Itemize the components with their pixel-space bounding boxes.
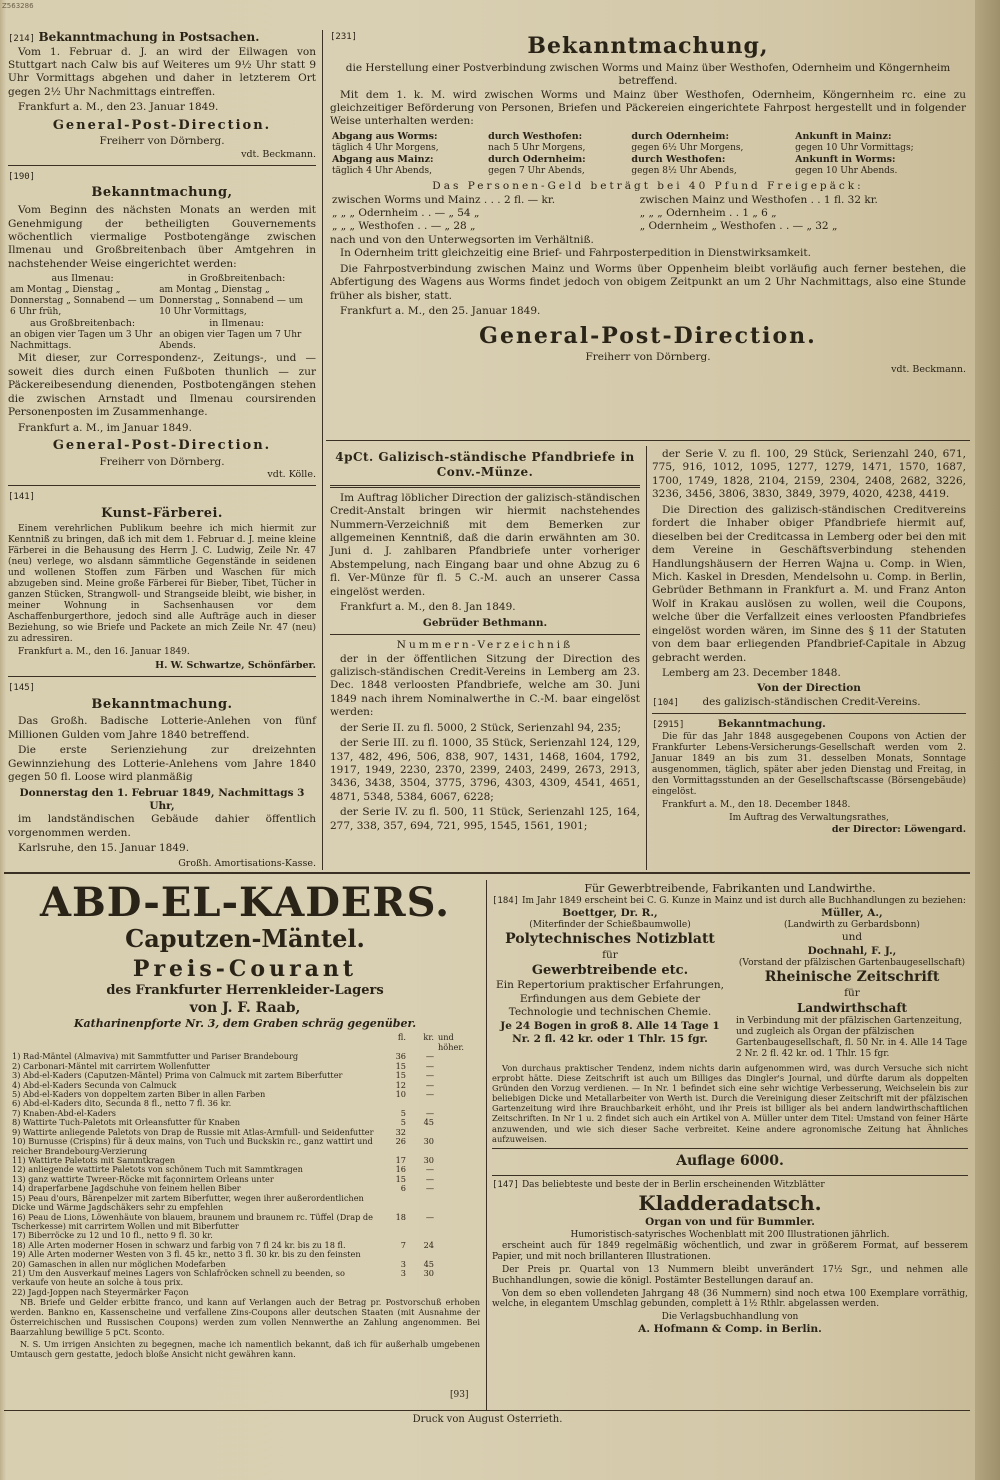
col-header: fl. <box>397 1032 406 1043</box>
item-text: 17) Biberröcke zu 12 und 10 fl., netto 9 fl. 30 kr. <box>12 1230 213 1241</box>
price-fl: 6 <box>400 1183 406 1194</box>
spacer <box>436 1156 480 1165</box>
spacer <box>436 1128 480 1137</box>
cell: durch Odernheim: <box>488 153 586 165</box>
spacer <box>436 1250 480 1259</box>
author: Boettger, Dr. R., <box>562 907 658 920</box>
printer-line: Druck von August Osterrieth. <box>412 1414 563 1425</box>
notice-title: Bekanntmachung, <box>527 32 769 59</box>
ad-intro: Das beliebteste und beste der in Berlin erscheinenden Witzblätter <box>521 1179 825 1190</box>
notice-vdt: vdt. Beckmann. <box>241 148 316 160</box>
notice-body: Vom Beginn des nächsten Monats an werden mit Genehmigung der betheiligten Gouvernements wöchentlich viermalige Postbotengänge zwischen Ilmenau und Großbreitenbach über Amtgehren in nachstehender Weise eingerichtet werden: <box>8 204 316 270</box>
cell: täglich 4 Uhr Abends, <box>332 166 432 177</box>
cell: täglich 4 Uhr Morgens, <box>332 143 439 154</box>
spacer <box>436 1062 480 1071</box>
pfand-signature: des galizisch-ständischen Credit-Vereins. <box>702 695 921 708</box>
spacer <box>436 1194 480 1213</box>
notice-title: Bekanntmachung, <box>91 185 233 201</box>
notice-vdt: vdt. Beckmann. <box>891 364 966 376</box>
notice-signer: Freiherr von Dörnberg. <box>585 350 711 363</box>
cell: durch Odernheim: <box>631 130 729 142</box>
item-text: 4) Abd-el-Kaders Secunda von Calmuck <box>12 1079 177 1090</box>
notice-title: Bekanntmachung. <box>91 696 233 712</box>
ad-ns: N. S. Um irrigen Ansichten zu begegnen, mache ich namentlich bekannt, daß ich für außerhalb umgebenen Umtausch gern gestatte, jedoch bloße Ansicht nicht gewähren kann. <box>10 1339 480 1360</box>
spacer <box>436 1260 480 1269</box>
fuer: für <box>844 987 860 1000</box>
author-note: (Miterfinder der Schießbaumwolle) <box>529 920 691 931</box>
ref-number: [141] <box>8 492 36 503</box>
notice-2915 <box>652 718 966 835</box>
price-fl: 5 <box>400 1107 406 1118</box>
price-kr: 24 <box>423 1239 434 1250</box>
item-text: 2) Carbonari-Mäntel mit carrirtem Wollenfutter <box>12 1060 210 1071</box>
item-text: 11) Wattirte Paletots mit Sammtkragen <box>12 1154 176 1165</box>
spacer <box>436 1213 480 1232</box>
cell: gegen 8½ Uhr Abends, <box>631 166 737 177</box>
spacer <box>436 1071 480 1080</box>
edition-banner: Auflage 6000. <box>676 1152 784 1169</box>
ref-number: [104] <box>652 697 680 708</box>
notice-231 <box>330 30 966 376</box>
schedule-row <box>330 131 966 143</box>
fare: zwischen Worms und Mainz . . . 2 fl. — kr. <box>332 193 556 206</box>
item-text: 22) Jagd-Joppen nach Steyermärker Façon <box>12 1286 189 1297</box>
notice-title: Bekanntmachung. <box>717 718 826 731</box>
item-text: 18) Alle Arten moderner Hosen in schwarz und farbig von 7 fl 24 kr. bis zu 18 fl. <box>12 1239 346 1250</box>
price-kr: 45 <box>423 1258 434 1269</box>
pfand-body: Im Auftrag löblicher Direction der galizisch-ständischen Credit-Anstalt bringen wir hiermit nachstehendes Nummern-Verzeichniß mit dem Bemerken zur allgemeinen Kenntniß, daß die darin erwähnten am 30. Juni d. J. zahlbaren Pfandbriefe unter vorheriger Abstempelung, nach Eingang baar und ohne Abzug zu 6 fl. Ver-Münze für fl. 5 C.-M. auch an unserer Cassa eingelöst werden. <box>330 491 640 598</box>
zeitschrift-col <box>736 907 968 1060</box>
kladderadatsch-sub: Organ von und für Bummler. <box>645 1216 815 1229</box>
fare-tail: nach und von den Unterwegsorten im Verhältniß. <box>330 233 594 246</box>
item-text: 15) Peau d'ours, Bärenpelzer mit zartem Biberfutter, wegen ihrer außerordentlichen Dicke und Wärme Jagdschäkers sehr zu empfehlen <box>12 1192 364 1213</box>
pfand-right <box>652 448 966 836</box>
author: Müller, A., <box>821 907 883 920</box>
price-fl <box>380 1288 408 1297</box>
cell: durch Westhofen: <box>631 153 726 165</box>
notice-body: In Odernheim tritt gleichzeitig eine Brief- und Fahrposterpedition in Dienstwirksamkeit. <box>340 247 811 260</box>
notice-signature: General-Post-Direction. <box>479 323 817 350</box>
ref-number: [214] <box>8 34 36 44</box>
notice-place: Frankfurt a. M., den 18. December 1848. <box>662 799 851 810</box>
price-fl: 3 <box>400 1258 406 1269</box>
notice-141 <box>8 490 316 672</box>
price-table <box>10 1033 480 1297</box>
price-row <box>10 1213 480 1232</box>
list-intro: der in der öffentlichen Sitzung der Direction des galizisch-ständischen Credit-Vereins in Lemberg am 23. Dec. 1848 verloosten Pfandbriefe, welche am 30. Juni 1849 nach ihrem Nominalwerthe in C.-M. baar eingelöst werden: <box>330 652 640 719</box>
spacer <box>436 1241 480 1250</box>
fuer: für <box>602 949 618 962</box>
ad-body: Von durchaus praktischer Tendenz, indem nichts darin aufgenommen wird, was durch Versuche sich nicht erprobt hätte. Diese Zeitschrift ist auch um Billiges das Dingler's Journal, und dürfte darum als doppelten Gründen den Vorzug verdienen. — In Nr. 1 befindet sich eine sehr wichtige Verbesserung, Weichselein bis zur beliebigen Dicke und Metallarbeiter von Werth ist. Durch die Vereinigung dieser Zeitschrift mit der pfälzischen Gartenzeitung wird ihre Brauchbarkeit erhöht, und ihr Preis ist billiger als bei andern landwirthschaftlichen Zeitschriften. In Nr 1 u. 2 findet sich auch ein Artikel von A. Müller unter dem Titel: Umstand von feiner Härte anzuwenden, und wie sich dieser Sache verbreitet. Keine andere agronomische Zeitung hat Ähnliches aufzuweisen. <box>492 1062 968 1144</box>
time: an obigen vier Tagen um 3 Uhr Nachmittags. <box>10 330 153 352</box>
cell: gegen 7 Uhr Abends, <box>488 166 585 177</box>
cell: nach 5 Uhr Morgens, <box>488 143 586 154</box>
header: in Ilmenau: <box>209 318 264 330</box>
price-fl: 16 <box>395 1164 406 1175</box>
notice-signature: Großh. Amortisations-Kasse. <box>178 857 316 869</box>
time: an obigen vier Tagen um 7 Uhr Abends. <box>159 330 302 352</box>
kladderadatsch-sub2: Humoristisch-satyrisches Wochenblatt mit 200 Illustrationen jährlich. <box>570 1229 890 1240</box>
ad-headline: Für Gewerbtreibende, Fabrikanten und Landwirthe. <box>584 882 876 895</box>
price-kr: — <box>425 1060 434 1071</box>
col-header: kr. <box>423 1032 434 1043</box>
publication-subtitle: Landwirthschaft <box>796 1000 908 1015</box>
cell: Ankunft in Mainz: <box>795 130 892 142</box>
spacer <box>436 1269 480 1288</box>
spacer <box>436 1137 480 1156</box>
item-text: 13) ganz wattirte Twreer-Röcke mit façonnirtem Orleans unter <box>12 1173 274 1184</box>
notice-signer: der Director: Löwengard. <box>831 823 966 835</box>
ad-nb: NB. Briefe und Gelder erbitte franco, und kann auf Verlangen auch der Betrag pr. Postvorschuß erhoben werden. Bankno en, Kassenscheine und verfallene Zins-Coupons aller deutschen Staaten (mit Ausnahme der Österreichischen und Russischen Coupons) werden zum vollen Nennwerthe an Zahlung angenommen. Bei Baarzahlung bewillige 5 pCt. Sconto. <box>10 1297 480 1338</box>
price-kr: — <box>425 1211 434 1222</box>
notizblatt-col <box>492 907 728 1060</box>
header: aus Großbreitenbach: <box>30 318 136 330</box>
notice-place: Karlsruhe, den 15. Januar 1849. <box>18 842 190 855</box>
notice-body: Die für das Jahr 1848 ausgegebenen Coupons von Actien der Frankfurter Lebens-Versicherungs-Gesellschaft werden vom 2. Januar 1849 an bis zum 31. desselben Monats, Sonntage ausgenommen, täglich, später aber jeden Dienstag und Freitag, in den Vormittagsstunden an der Gesellschaftscasse (Börsengebäude) eingelöst. <box>652 731 966 797</box>
cell: gegen 10 Uhr Vormittags; <box>795 143 914 154</box>
fare: „ Odernheim „ Westhofen . . — „ 32 „ <box>639 220 838 233</box>
item-text: 5) Abd-el-Kaders von doppeltem zarten Biber in allen Farben <box>12 1089 266 1100</box>
item-text: 3) Abd-el-Kaders (Caputzen-Mäntel) Prima von Calmuck mit zartem Biberfutter <box>12 1070 343 1081</box>
ad-body: erscheint auch für 1849 regelmäßig wöchentlich, und zwar in größerem Format, auf besserem Papier, und mit noch brillanteren Illustrationen. <box>492 1240 968 1262</box>
ref-number: [2915] <box>652 720 685 731</box>
item-text: 7) Knaben-Abd-el-Kaders <box>12 1107 116 1118</box>
drawing-date: Donnerstag den 1. Februar 1849, Nachmittags 3 Uhr, <box>19 786 305 812</box>
ad-subtitle: Caputzen-Mäntel. <box>125 924 365 953</box>
time: um 6 Uhr früh, <box>10 296 154 318</box>
spacer <box>436 1288 480 1297</box>
pfand-signature: Gebrüder Bethmann. <box>422 616 548 629</box>
series-5: der Serie V. zu fl. 100, 29 Stück, Serienzahl 240, 671, 775, 916, 1012, 1095, 1277, 1279, 1471, 1570, 1687, 1700, 1749, 1828, 2104, 2159, 2304, 2408, 2682, 3226, 3236, 3456, 3806, 3830, 3849, 3979, 4020, 4238, 4419. <box>652 448 966 501</box>
column-rule-1 <box>322 30 323 870</box>
price-kr: 30 <box>423 1136 434 1147</box>
notice-signature: H. W. Schwartze, Schönfärber. <box>155 660 316 672</box>
price-fl: 15 <box>395 1173 406 1184</box>
adjacent-page-edge <box>975 0 1000 1480</box>
series-2: der Serie II. zu fl. 5000, 2 Stück, Serienzahl 94, 235; <box>340 721 622 734</box>
notice-signature: Im Auftrag des Verwaltungsrathes, <box>729 812 889 823</box>
cell: Ankunft in Worms: <box>795 153 896 165</box>
price-kr <box>408 1288 436 1297</box>
ref-number: [147] <box>492 1179 520 1190</box>
price-list-title: Preis-Courant <box>132 955 358 982</box>
pfand-top-rule <box>326 440 970 441</box>
notice-subtitle: die Herstellung einer Postverbindung zwischen Worms und Mainz über Westhofen, Odernheim und Köngernheim betreffend. <box>345 61 951 88</box>
price-fl: 26 <box>395 1136 406 1147</box>
item-text: 8) Wattirte Tuch-Paletots mit Orleansfutter für Knaben <box>12 1117 241 1128</box>
pfand-body: Die Direction des galizisch-ständischen Creditvereins fordert die Inhaber obiger Pfandbriefe hiermit auf, dieselben bei der Creditcassa in Lemberg oder bei den mit dem Vereine in Geschäftsverbindung stehenden Handlungshäusern der Herren Wajna u. Comp. in Wien, Mich. Kaskel in Dresden, Mendelsohn u. Comp. in Berlin, Gebrüder Bethmann in Frankfurt a. M. und Franz Anton Wolf in Krakau auslösen zu wollen, weil die Coupons, welche über die Verfallzeit eines verloosten Pfandbriefes eingelöst worden wären, im Sinne des § 11 der Statuten von dem baar erliegenden Pfandbrief-Capitale in Abzug gebracht werden. <box>652 503 966 664</box>
spacer <box>436 1099 480 1108</box>
store-name: des Frankfurter Herrenkleider-Lagers <box>106 982 384 998</box>
notice-145 <box>8 681 316 870</box>
pfand-place: Lemberg am 23. December 1848. <box>662 667 841 679</box>
spacer <box>436 1175 480 1184</box>
price-fl: 15 <box>395 1060 406 1071</box>
publication-title: Rheinische Zeitschrift <box>764 969 940 986</box>
corner-archive-id: Z563286 <box>2 2 34 10</box>
section-rule <box>4 872 970 874</box>
notice-body: Das Großh. Badische Lotterie-Anlehen von fünf Millionen Gulden vom Jahre 1840 betreffend. <box>8 715 316 741</box>
ad-title: ABD-EL-KADERS. <box>39 879 451 926</box>
price-row <box>10 1288 480 1297</box>
item-text: 1) Rad-Mäntel (Almaviva) mit Sammtfutter und Pariser Brandebourg <box>12 1051 299 1062</box>
price-kr: — <box>425 1164 434 1175</box>
ad-signature: Die Verlagsbuchhandlung von <box>661 1312 799 1323</box>
schedule-table: aus Ilmenau: in Großbreitenbach: am Montag „ Dienstag „ Donnerstag „ Sonnabend — um 6 Uhr früh, am Montag „ Dienstag „ Donnerstag „ Sonnabend — um 10 Uhr Vormittags, aus Großbreitenbach: in Ilmenau: an obigen vier Tagen um 3 Uhr Nachmittags. an obigen vier Tagen um 7 Uhr Abends. <box>8 273 316 352</box>
price-kr: — <box>425 1107 434 1118</box>
schedule-table <box>330 131 966 177</box>
price-fl: 12 <box>395 1079 406 1090</box>
spacer <box>436 1118 480 1127</box>
price-row <box>10 1269 480 1288</box>
pfand-title: 4pCt. Galizisch-ständische Pfandbriefe in Conv.-Münze. <box>335 450 635 480</box>
publication-price: Je 24 Bogen in groß 8. Alle 14 Tage 1 Nr. 2 fl. 42 kr. oder 1 Thlr. 15 fgr. <box>500 1019 720 1046</box>
und: und <box>841 931 863 944</box>
notice-signature: General-Post-Direction. <box>52 117 272 133</box>
ad-body: Der Preis pr. Quartal von 13 Nummern bleibt unverändert 17½ Sgr., und nehmen alle Buchhandlungen, sowie die königl. Postämter Bestellungen darauf an. <box>492 1264 968 1286</box>
price-kr: — <box>425 1173 434 1184</box>
notice-place: Frankfurt a. M., den 25. Januar 1849. <box>340 305 541 318</box>
author-note: (Landwirth zu Gerbardsbonn) <box>784 920 920 931</box>
pfand-signature: Von der Direction <box>757 682 861 695</box>
item-text: 21) Um den Ausverkauf meines Lagers von Schlafröcken schnell zu beenden, so verkaufe von heute an solche à tous prix. <box>12 1268 345 1288</box>
author-note: (Vorstand der pfälzischen Gartenbaugesellschaft) <box>738 958 966 969</box>
notice-vdt: vdt. Kölle. <box>267 469 316 481</box>
item-text: 14) draperfarbene Jagdschuhe von feinem hellen Biber <box>12 1183 241 1194</box>
price-fl: 36 <box>395 1051 406 1062</box>
cell: gegen 6½ Uhr Morgens, <box>631 143 744 154</box>
header: aus Ilmenau: <box>51 273 114 285</box>
left-column <box>8 30 316 870</box>
publication-desc: in Verbindung mit der pfälzischen Gartenzeitung, und zugleich als Organ der pfälzischen Gartenbaugesellschaft, fl. 50 Nr. in 4. Alle 14 Tage 2 Nr. 2 fl. 42 kr. od. 1 Thlr. 15 fgr. <box>736 1016 968 1059</box>
notice-body: Vom 1. Februar d. J. an wird der Eilwagen von Stuttgart nach Calw bis auf Weiteres um 9½ Uhr statt 9 Uhr Vormittags abgehen und daher in letzterem Ort gegen 2½ Uhr Nachmittags eintreffen. <box>8 45 316 98</box>
price-fl: 15 <box>395 1070 406 1081</box>
notice-body: Die erste Serienziehung zur dreizehnten Gewinnziehung des Lotterie-Anlehens vom Jahre 1840 gegen 50 fl. Loose wird planmäßig <box>8 744 316 784</box>
series-4: der Serie IV. zu fl. 500, 11 Stück, Serienzahl 125, 164, 277, 338, 357, 694, 721, 995, 1545, 1561, 1901; <box>330 806 640 832</box>
spacer <box>436 1081 480 1090</box>
column-rule-3 <box>486 880 487 1410</box>
fare: „ „ „ Westhofen . . — „ 28 „ <box>332 220 476 233</box>
price-fl: 5 <box>400 1117 406 1128</box>
notice-body: im landständischen Gebäude dahier öffentlich vorgenommen werden. <box>8 813 316 839</box>
spacer <box>436 1090 480 1099</box>
price-kr: — <box>425 1070 434 1081</box>
fare-row <box>330 220 966 233</box>
abd-el-kaders-ad <box>10 879 480 1361</box>
notice-place: Frankfurt a. M., im Januar 1849. <box>18 421 192 434</box>
cell: Abgang aus Mainz: <box>332 153 434 165</box>
author: Dochnahl, F. J., <box>807 944 897 957</box>
ref-number: [184] <box>492 896 520 907</box>
notice-body: Mit dem 1. k. M. wird zwischen Worms und Mainz über Westhofen, Odernheim, Köngernheim rc. eine zu gleichzeitiger Beförderung von Personen, Briefen und Päckereien eingerichtete Fahrpost hergestellt und in folgender Weise unterhalten werden: <box>330 88 966 128</box>
days: am Montag „ Dienstag „ Donnerstag „ Sonnabend <box>10 285 125 307</box>
fare: zwischen Mainz und Westhofen . . 1 fl. 32 kr. <box>639 193 878 206</box>
notice-signature: General-Post-Direction. <box>52 438 272 454</box>
ad-signer: A. Hofmann & Comp. in Berlin. <box>638 1323 822 1336</box>
price-kr: 30 <box>423 1154 434 1165</box>
price-kr: — <box>425 1051 434 1062</box>
item-text: 19) Alle Arten moderner Westen von 3 fl. 45 kr., netto 3 fl. 30 kr. bis zu den feinsten <box>12 1249 361 1260</box>
time: um 10 Uhr Vormittags, <box>159 296 304 318</box>
footer-rule <box>4 1410 970 1411</box>
page-number: [93] <box>450 1390 469 1400</box>
spacer <box>436 1165 480 1174</box>
price-fl: 18 <box>395 1211 406 1222</box>
notice-body: Die Fahrpostverbindung zwischen Mainz und Worms über Oppenheim bleibt vorläufig auch ferner bestehen, die Abfertigung des Wagens aus Worms findet jedoch von obigem Zeitpunkt an um 2 Uhr Nachmittags, also eine Stunde früher als bisher, statt. <box>330 262 966 302</box>
cell: durch Westhofen: <box>488 130 583 142</box>
spacer <box>436 1052 480 1061</box>
item-text: 12) anliegende wattirte Paletots von schönem Tuch mit Sammtkragen <box>12 1164 303 1175</box>
column-rule-2 <box>646 446 647 870</box>
fare-heading: Das Personen-Geld beträgt bei 40 Pfund Freigepäck: <box>432 180 864 193</box>
spacer <box>436 1184 480 1193</box>
spacer <box>436 1109 480 1118</box>
header: in Großbreitenbach: <box>187 273 286 285</box>
price-kr: — <box>425 1183 434 1194</box>
fare-row <box>330 194 966 207</box>
owner-name: von J. F. Raab, <box>189 999 301 1016</box>
notice-190 <box>8 170 316 481</box>
list-title: Nummern-Verzeichniß <box>396 639 574 652</box>
item-text: 9) Wattirte anliegende Paletots von Drap de Russie mit Atlas-Armfull- und Seidenfutter <box>12 1126 374 1137</box>
kunze-ad <box>492 882 968 1337</box>
item-text: 16) Peau de Lions, Löwenhäute von blauem, braunem und braunem rc. Tüffel (Drap de Tscherkesse) mit carrirtem Wollen und mit Biberfutter <box>12 1211 374 1231</box>
col-header: und höher. <box>438 1032 464 1052</box>
price-kr: — <box>425 1079 434 1090</box>
notice-body: Mit dieser, zur Correspondenz-, Zeitungs-, und — soweit dies durch einen Fußboten thunlich — zur Päckereibesendung dienenden, Postbotengängen stehen die zwischen Arnstadt und Ilmenau coursirenden Personenposten im Zusammenhange. <box>8 352 316 419</box>
cell: Abgang aus Worms: <box>332 130 438 142</box>
ad-intro: Im Jahr 1849 erscheint bei C. G. Kunze in Mainz und ist durch alle Buchhandlungen zu beziehen: <box>521 896 966 907</box>
price-fl <box>380 1194 408 1213</box>
notice-body: Einem verehrlichen Publikum beehre ich mich hiermit zur Kenntniß zu bringen, daß ich mit dem 1. Februar d. J. meine kleine Färberei in die Behausung des Herrn J. C. Ludwig, Zeile Nr. 47 (neu) verlege, wo alsdann sämmtliche Gegenstände in seidenen und wollenen Stoffen zum Färben und Waschen für mich abzugeben sind. Meine große Färberei für Bieber, Tibet, Tücher in ganzen Stücken, Strangwoll- und Strangseide bleibt, wie bisher, in meiner Wohnung in Sachsenhausen vor dem Aschaffenburgerthore, jedoch sind alle Aufträge auch in dieser Beziehung, so wie Briefe und Packete an mich Zeile Nr. 47 (neu) zu adressiren. <box>8 524 316 645</box>
schedule-row <box>330 154 966 166</box>
notice-signer: Freiherr von Dörnberg. <box>99 135 225 148</box>
price-kr <box>408 1194 436 1213</box>
price-kr: — <box>425 1089 434 1100</box>
notice-title: Bekanntmachung in Postsachen. <box>38 30 260 44</box>
price-fl: 10 <box>395 1089 406 1100</box>
item-text: 20) Gamaschen in allen nur möglichen Modefarben <box>12 1258 226 1269</box>
schedule-row <box>330 143 966 154</box>
kladderadatsch-title: Kladderadatsch. <box>638 1190 822 1215</box>
price-fl: 32 <box>395 1126 406 1137</box>
item-text: 6) Abd-el-Kaders dito, Secunda 8 fl., netto 7 fl. 36 kr. <box>12 1098 232 1109</box>
fare: „ „ „ Odernheim . . 1 „ 6 „ <box>639 206 777 219</box>
item-text: 10) Burnusse (Crispins) für ä deux mains, von Tuch und Buckskin rc., ganz wattirt und reicher Brandebourg-Verzierung <box>12 1136 373 1156</box>
price-row <box>10 1194 480 1213</box>
price-fl: 17 <box>395 1154 406 1165</box>
publication-desc: Ein Repertorium praktischer Erfahrungen, Erfindungen aus dem Gebiete der Technologie und technischen Chemie. <box>496 979 724 1019</box>
publication-subtitle: Gewerbtreibende etc. <box>531 962 689 978</box>
notice-place: Frankfurt a. M., den 16. Januar 1849. <box>18 647 190 658</box>
ad-body: Von dem so eben vollendeten Jahrgang 48 (36 Nummern) sind noch etwa 100 Exemplare vorräthig, welche, in elegantem Umschlag gebunden, complett à 1½ Rthlr. abgelassen werden. <box>492 1288 968 1310</box>
ref-number: [190] <box>8 171 36 182</box>
schedule-row <box>330 166 966 177</box>
price-row <box>10 1137 480 1156</box>
notice-place: Frankfurt a. M., den 23. Januar 1849. <box>18 101 219 114</box>
address: Katharinenpforte Nr. 3, dem Graben schräg gegenüber. <box>73 1017 417 1031</box>
notice-214 <box>8 30 316 161</box>
fare: „ „ „ Odernheim . . — „ 54 „ <box>332 206 480 219</box>
publication-title: Polytechnisches Notizblatt <box>505 931 715 948</box>
fare-row <box>330 207 966 220</box>
ref-number: [145] <box>8 683 36 694</box>
pfand-left <box>330 448 640 835</box>
cell: gegen 10 Uhr Abends. <box>795 166 898 177</box>
fare-table <box>330 194 966 234</box>
ref-number: [231] <box>330 32 358 42</box>
days: am Montag „ Dienstag „ Donnerstag „ Sonnabend <box>159 285 274 307</box>
price-fl: 7 <box>400 1239 406 1250</box>
price-kr: 30 <box>423 1268 434 1279</box>
spacer <box>436 1231 480 1240</box>
notice-title: Kunst-Färberei. <box>101 505 223 521</box>
notice-signer: Freiherr von Dörnberg. <box>99 455 225 468</box>
price-fl: 3 <box>400 1268 406 1279</box>
series-3: der Serie III. zu fl. 1000, 35 Stück, Serienzahl 124, 129, 137, 482, 496, 506, 838, 907, 1431, 1468, 1604, 1792, 1917, 1949, 2230, 2370, 2399, 2403, 2499, 2673, 2913, 3436, 3438, 3504, 3775, 3796, 4303, 4309, 4541, 4651, 4871, 5348, 5384, 6067, 6228; <box>330 737 640 803</box>
price-kr: 45 <box>423 1117 434 1128</box>
pfand-place: Frankfurt a. M., den 8. Jan 1849. <box>340 601 516 614</box>
